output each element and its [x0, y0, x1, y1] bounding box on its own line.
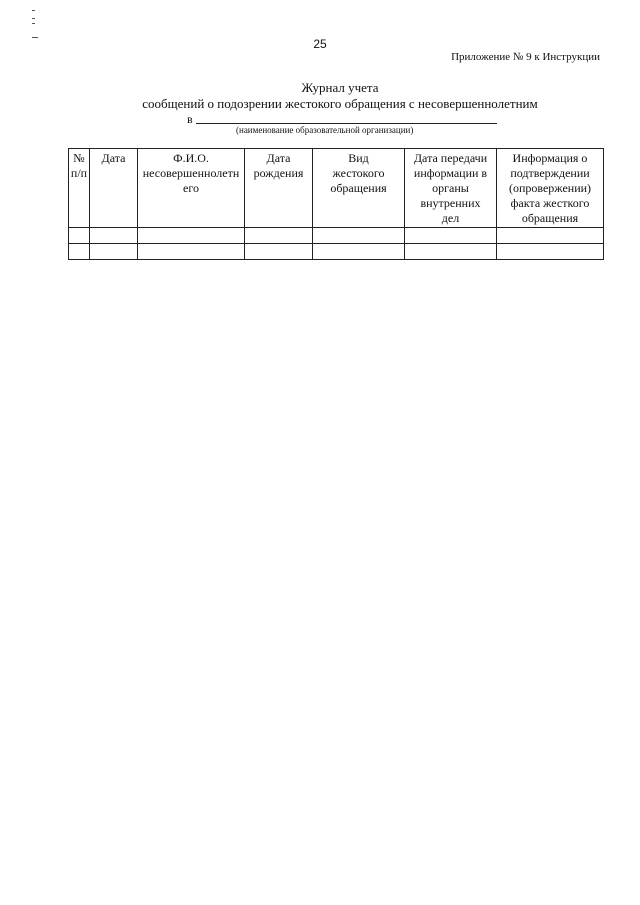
- table-row: [69, 244, 604, 260]
- table-row: [69, 228, 604, 244]
- journal-subtitle: сообщений о подозрении жестокого обращения с несовершеннолетним: [142, 96, 538, 111]
- table-cell: [138, 244, 245, 260]
- column-header-date: Дата: [90, 149, 138, 228]
- column-header-transfer-date: Дата передачи информации в органы внутренних дел: [405, 149, 497, 228]
- table-cell: [90, 244, 138, 260]
- column-header-birth-date: Дата рождения: [245, 149, 313, 228]
- table-cell: [497, 244, 604, 260]
- table-cell: [245, 244, 313, 260]
- column-header-confirmation-info: Информация о подтверждении (опровержении) факта жесткого обращения: [497, 149, 604, 228]
- table-cell: [405, 228, 497, 244]
- table-cell: [138, 228, 245, 244]
- scan-marks: [32, 10, 40, 40]
- table-cell: [69, 228, 90, 244]
- journal-title: Журнал учета: [301, 80, 379, 95]
- organization-field: [187, 112, 497, 126]
- organization-prefix: в: [187, 112, 193, 126]
- table-header-row: [69, 149, 604, 228]
- table-cell: [69, 244, 90, 260]
- table-cell: [313, 244, 405, 260]
- page-number: 25: [313, 37, 327, 51]
- table-cell: [405, 244, 497, 260]
- column-header-minor-name: Ф.И.О. несовершеннолетн его: [138, 149, 245, 228]
- appendix-label: Приложение № 9 к Инструкции: [451, 51, 600, 63]
- table-cell: [313, 228, 405, 244]
- table-cell: [90, 228, 138, 244]
- organization-caption: (наименование образовательной организации): [236, 125, 414, 135]
- table-cell: [497, 228, 604, 244]
- table-cell: [245, 228, 313, 244]
- column-header-number: № п/п: [69, 149, 90, 228]
- column-header-abuse-type: Вид жестокого обращения: [313, 149, 405, 228]
- journal-table: [68, 148, 604, 260]
- organization-blank-line: [196, 123, 497, 124]
